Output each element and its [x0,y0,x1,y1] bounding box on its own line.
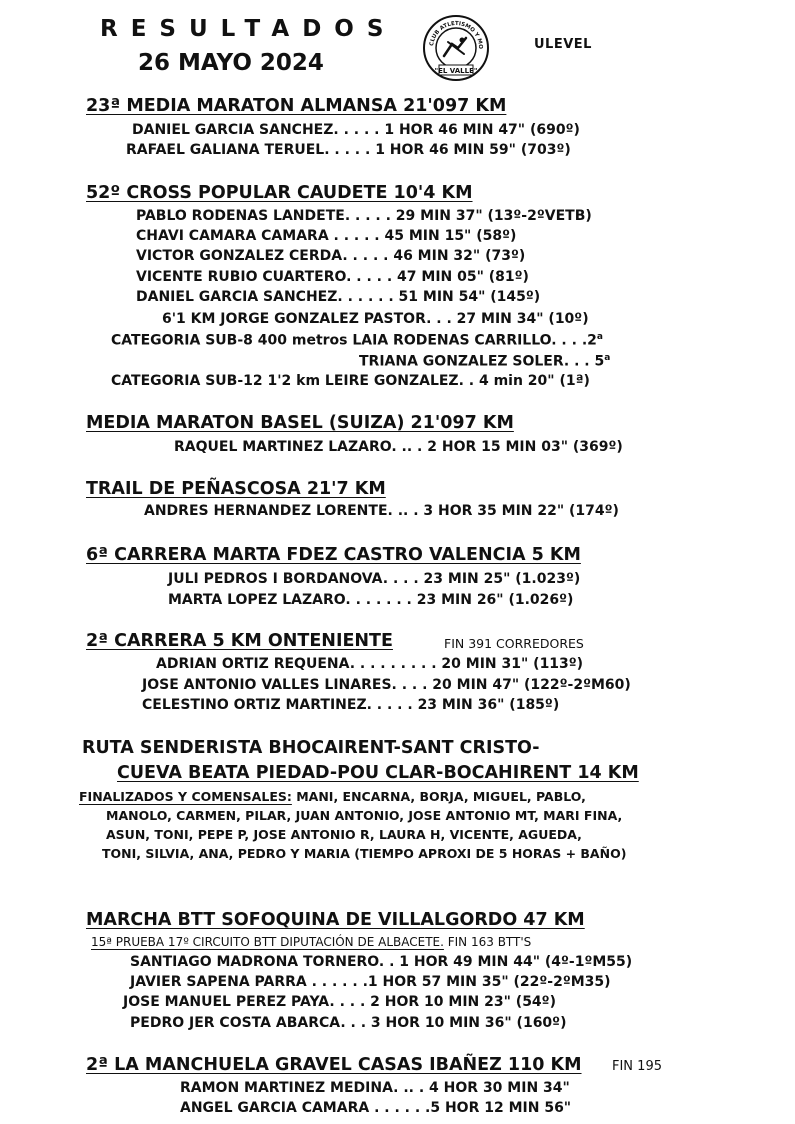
result-row: CATEGORIA SUB-12 1'2 km LEIRE GONZALEZ. . 4 min 20" (1ª) [111,373,590,389]
participants-row: MANOLO, CARMEN, PILAR, JUAN ANTONIO, JOSE ANTONIO MT, MARI FINA, [106,808,623,823]
race-title-manchuela: 2ª LA MANCHUELA GRAVEL CASAS IBAÑEZ 110 KM [86,1055,582,1075]
result-row: ADRIAN ORTIZ REQUENA. . . . . . . . . 20 MIN 31" (113º) [156,656,584,672]
result-row: DANIEL GARCIA SANCHEZ. . . . . 1 HOR 46 MIN 47" (690º) [132,122,580,138]
result-row: RAMON MARTINEZ MEDINA. .. . 4 HOR 30 MIN 34" [180,1080,570,1096]
result-row: 6'1 KM JORGE GONZALEZ PASTOR. . . 27 MIN 34" (10º) [162,311,589,327]
circuit-note: 15ª PRUEBA 17º CIRCUITO BTT DIPUTACIÓN DE ALBACETE. FIN 163 BTT'S [91,935,532,949]
result-row: ANGEL GARCIA CAMARA . . . . . .5 HOR 12 MIN 56" [180,1100,572,1116]
result-row: CATEGORIA SUB-8 400 metros LAIA RODENAS CARRILLO. . . .2$^a$ [111,332,603,349]
result-row: CHAVI CAMARA CAMARA . . . . . 45 MIN 15" (58º) [136,228,517,244]
result-row: RAQUEL MARTINEZ LAZARO. .. . 2 HOR 15 MIN 03" (369º) [174,439,623,455]
result-row: SANTIAGO MADRONA TORNERO. . 1 HOR 49 MIN 44" (4º-1ºM55) [130,954,633,970]
finishers-count: FIN 391 CORREDORES [444,636,584,651]
result-row: PABLO RODENAS LANDETE. . . . . 29 MIN 37" (13º-2ºVETB) [136,208,592,224]
result-row: ANDRES HERNANDEZ LORENTE. .. . 3 HOR 35 MIN 22" (174º) [144,503,619,519]
result-row: JULI PEDROS I BORDANOVA. . . . 23 MIN 25" (1.023º) [168,571,581,587]
race-title-caudete: 52º CROSS POPULAR CAUDETE 10'4 KM [86,183,473,203]
result-row: VICTOR GONZALEZ CERDA. . . . . 46 MIN 32" (73º) [136,248,526,264]
result-row: VICENTE RUBIO CUARTERO. . . . . 47 MIN 05" (81º) [136,269,529,285]
result-row: CELESTINO ORTIZ MARTINEZ. . . . . 23 MIN 36" (185º) [142,697,560,713]
route-title-line2: CUEVA BEATA PIEDAD-POU CLAR-BOCAHIRENT 14 KM [117,763,639,783]
race-title-almansa: 23ª MEDIA MARATON ALMANSA 21'097 KM [86,96,507,116]
svg-text:CLUB ATLETISMO Y MONTAÑA: CLUB ATLETISMO Y MO [429,20,484,50]
route-title-line1: RUTA SENDERISTA BHOCAIRENT-SANT CRISTO- [82,738,540,758]
finishers-count: FIN 195 [612,1059,662,1074]
participants-row: TONI, SILVIA, ANA, PEDRO Y MARIA (TIEMPO APROXI DE 5 HORAS + BAÑO) [102,846,627,861]
result-row: JOSE MANUEL PEREZ PAYA. . . . 2 HOR 10 MIN 23" (54º) [123,994,556,1010]
result-row: JOSE ANTONIO VALLES LINARES. . . . 20 MIN 47" (122º-2ºM60) [142,677,631,693]
result-row: MARTA LOPEZ LAZARO. . . . . . . 23 MIN 26" (1.026º) [168,592,574,608]
result-row: JAVIER SAPENA PARRA . . . . . .1 HOR 57 MIN 35" (22º-2ºM35) [130,974,611,990]
page-date: 26 MAYO 2024 [138,50,324,76]
result-row: RAFAEL GALIANA TERUEL. . . . . 1 HOR 46 MIN 59" (703º) [126,142,571,158]
race-title-penascosa: TRAIL DE PEÑASCOSA 21'7 KM [86,479,386,499]
result-row: DANIEL GARCIA SANCHEZ. . . . . . 51 MIN 54" (145º) [136,289,541,305]
participants-row: FINALIZADOS Y COMENSALES: MANI, ENCARNA, BORJA, MIGUEL, PABLO, [79,789,586,804]
result-row: PEDRO JER COSTA ABARCA. . . 3 HOR 10 MIN 36" (160º) [130,1015,567,1031]
race-title-onteniente: 2ª CARRERA 5 KM ONTENIENTE [86,631,393,651]
svg-text:"EL VALLE": "EL VALLE" [434,67,478,75]
race-title-basel: MEDIA MARATON BASEL (SUIZA) 21'097 KM [86,413,514,433]
race-title-sofoquina: MARCHA BTT SOFOQUINA DE VILLALGORDO 47 KM [86,910,585,930]
result-row: TRIANA GONZALEZ SOLER. . . 5$^a$ [359,353,611,370]
club-logo [422,14,490,82]
page-title: RESULTADOS [100,16,397,42]
race-title-valencia: 6ª CARRERA MARTA FDEZ CASTRO VALENCIA 5 KM [86,545,581,565]
club-logo-icon [422,14,490,82]
sponsor-logo: ULEVEL [534,37,592,52]
participants-row: ASUN, TONI, PEPE P, JOSE ANTONIO R, LAURA H, VICENTE, AGUEDA, [106,827,582,842]
